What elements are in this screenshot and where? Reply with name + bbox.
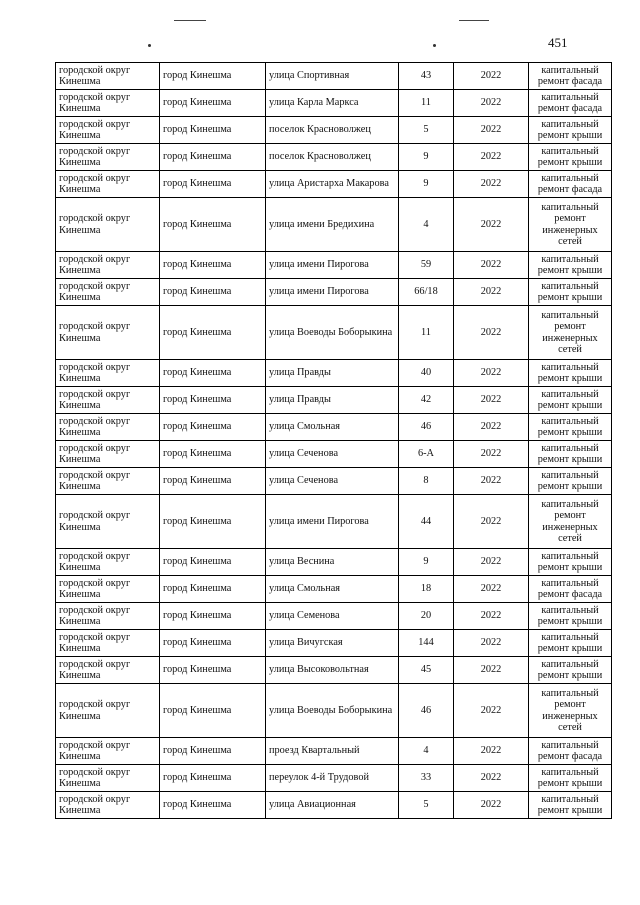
table-row [56,198,612,252]
table-row [56,630,612,657]
cell-house: 9 [399,171,454,198]
cell-work: капитальный ремонт крыши [529,657,612,684]
cell-street: улица Смольная [266,414,399,441]
cell-district: городской округ Кинешма [56,90,160,117]
cell-street: улица имени Пирогова [266,495,399,549]
cell-district: городской округ Кинешма [56,144,160,171]
cell-city: город Кинешма [160,792,266,819]
cell-city: город Кинешма [160,144,266,171]
cell-city: город Кинешма [160,603,266,630]
cell-city: город Кинешма [160,198,266,252]
cell-work: капитальный ремонт крыши [529,792,612,819]
cell-district: городской округ Кинешма [56,765,160,792]
cell-district: городской округ Кинешма [56,441,160,468]
cell-city: город Кинешма [160,441,266,468]
table-row [56,765,612,792]
table-row [56,387,612,414]
cell-house: 59 [399,252,454,279]
table-row [56,279,612,306]
cell-city: город Кинешма [160,279,266,306]
cell-district: городской округ Кинешма [56,306,160,360]
cell-city: город Кинешма [160,495,266,549]
cell-street: улица Высоковольтная [266,657,399,684]
cell-house: 4 [399,198,454,252]
cell-district: городской округ Кинешма [56,468,160,495]
cell-street: улица Спортивная [266,63,399,90]
cell-district: городской округ Кинешма [56,198,160,252]
table-row [56,657,612,684]
table-row [56,360,612,387]
cell-house: 40 [399,360,454,387]
cell-year: 2022 [454,171,529,198]
cell-house: 9 [399,144,454,171]
cell-city: город Кинешма [160,738,266,765]
cell-work: капитальный ремонт крыши [529,468,612,495]
cell-work: капитальный ремонт крыши [529,630,612,657]
cell-year: 2022 [454,441,529,468]
cell-house: 20 [399,603,454,630]
cell-street: улица Смольная [266,576,399,603]
cell-district: городской округ Кинешма [56,279,160,306]
cell-work: капитальный ремонт крыши [529,441,612,468]
cell-district: городской округ Кинешма [56,684,160,738]
cell-district: городской округ Кинешма [56,252,160,279]
cell-year: 2022 [454,279,529,306]
cell-city: город Кинешма [160,657,266,684]
cell-work: капитальный ремонт крыши [529,144,612,171]
cell-work: капитальный ремонт фасада [529,90,612,117]
cell-city: город Кинешма [160,549,266,576]
cell-house: 46 [399,414,454,441]
cell-work: капитальный ремонт инженерных сетей [529,198,612,252]
cell-district: городской округ Кинешма [56,495,160,549]
cell-street: улица Вичугская [266,630,399,657]
cell-year: 2022 [454,684,529,738]
page-number: 451 [548,35,568,50]
cell-district: городской округ Кинешма [56,657,160,684]
cell-work: капитальный ремонт фасада [529,171,612,198]
table-row [56,117,612,144]
cell-district: городской округ Кинешма [56,171,160,198]
cell-year: 2022 [454,765,529,792]
table-row [56,603,612,630]
cell-house: 43 [399,63,454,90]
cell-street: улица имени Пирогова [266,279,399,306]
cell-city: город Кинешма [160,252,266,279]
cell-year: 2022 [454,414,529,441]
cell-work: капитальный ремонт крыши [529,360,612,387]
cell-district: городской округ Кинешма [56,630,160,657]
cell-street: улица Карла Маркса [266,90,399,117]
scan-line-right [459,20,489,21]
cell-district: городской округ Кинешма [56,576,160,603]
cell-year: 2022 [454,495,529,549]
table-row [56,252,612,279]
cell-street: улица Правды [266,387,399,414]
cell-year: 2022 [454,657,529,684]
cell-city: город Кинешма [160,414,266,441]
table-row [56,549,612,576]
table-row [56,468,612,495]
cell-house: 18 [399,576,454,603]
cell-city: город Кинешма [160,468,266,495]
cell-work: капитальный ремонт фасада [529,63,612,90]
cell-street: улица Авиационная [266,792,399,819]
cell-year: 2022 [454,387,529,414]
cell-city: город Кинешма [160,630,266,657]
cell-city: город Кинешма [160,684,266,738]
cell-house: 33 [399,765,454,792]
cell-work: капитальный ремонт инженерных сетей [529,306,612,360]
cell-house: 11 [399,90,454,117]
cell-house: 8 [399,468,454,495]
cell-work: капитальный ремонт фасада [529,576,612,603]
scan-dot [433,44,436,47]
cell-house: 42 [399,387,454,414]
cell-work: капитальный ремонт крыши [529,387,612,414]
cell-year: 2022 [454,198,529,252]
cell-work: капитальный ремонт крыши [529,252,612,279]
cell-house: 44 [399,495,454,549]
cell-work: капитальный ремонт инженерных сетей [529,495,612,549]
cell-street: улица Правды [266,360,399,387]
cell-city: город Кинешма [160,90,266,117]
cell-work: капитальный ремонт крыши [529,603,612,630]
cell-street: поселок Красноволжец [266,144,399,171]
cell-street: улица Сеченова [266,468,399,495]
cell-district: городской округ Кинешма [56,603,160,630]
cell-district: городской округ Кинешма [56,63,160,90]
cell-work: капитальный ремонт крыши [529,279,612,306]
cell-year: 2022 [454,468,529,495]
cell-year: 2022 [454,117,529,144]
cell-year: 2022 [454,144,529,171]
cell-house: 9 [399,549,454,576]
cell-year: 2022 [454,63,529,90]
table-row [56,144,612,171]
table-row [56,441,612,468]
cell-district: городской округ Кинешма [56,738,160,765]
cell-year: 2022 [454,792,529,819]
cell-city: город Кинешма [160,765,266,792]
cell-district: городской округ Кинешма [56,549,160,576]
table-row [56,306,612,360]
cell-street: улица Семенова [266,603,399,630]
cell-work: капитальный ремонт фасада [529,738,612,765]
table-row [56,576,612,603]
cell-street: улица Воеводы Боборыкина [266,684,399,738]
cell-year: 2022 [454,603,529,630]
cell-house: 6-А [399,441,454,468]
cell-year: 2022 [454,630,529,657]
cell-street: улица имени Пирогова [266,252,399,279]
cell-year: 2022 [454,738,529,765]
cell-street: переулок 4-й Трудовой [266,765,399,792]
cell-street: улица Сеченова [266,441,399,468]
cell-street: поселок Красноволжец [266,117,399,144]
cell-house: 11 [399,306,454,360]
cell-year: 2022 [454,549,529,576]
cell-house: 144 [399,630,454,657]
scan-dot [148,44,151,47]
cell-house: 66/18 [399,279,454,306]
cell-house: 4 [399,738,454,765]
cell-city: город Кинешма [160,387,266,414]
cell-work: капитальный ремонт крыши [529,765,612,792]
cell-work: капитальный ремонт крыши [529,549,612,576]
cell-year: 2022 [454,306,529,360]
table-row [56,792,612,819]
cell-district: городской округ Кинешма [56,117,160,144]
table-row [56,63,612,90]
cell-city: город Кинешма [160,576,266,603]
repair-program-table [55,62,612,819]
cell-district: городской округ Кинешма [56,792,160,819]
scan-line-left [174,20,206,21]
cell-work: капитальный ремонт крыши [529,414,612,441]
cell-year: 2022 [454,252,529,279]
cell-street: улица имени Бредихина [266,198,399,252]
cell-city: город Кинешма [160,360,266,387]
cell-district: городской округ Кинешма [56,360,160,387]
cell-house: 45 [399,657,454,684]
cell-year: 2022 [454,360,529,387]
cell-house: 5 [399,792,454,819]
cell-street: улица Аристарха Макарова [266,171,399,198]
cell-house: 46 [399,684,454,738]
cell-city: город Кинешма [160,63,266,90]
cell-street: улица Веснина [266,549,399,576]
table-row [56,171,612,198]
table-row [56,684,612,738]
cell-work: капитальный ремонт крыши [529,117,612,144]
cell-district: городской округ Кинешма [56,414,160,441]
cell-house: 5 [399,117,454,144]
cell-street: проезд Квартальный [266,738,399,765]
table-row [56,414,612,441]
cell-district: городской округ Кинешма [56,387,160,414]
cell-work: капитальный ремонт инженерных сетей [529,684,612,738]
table-row [56,495,612,549]
cell-street: улица Воеводы Боборыкина [266,306,399,360]
cell-year: 2022 [454,90,529,117]
cell-city: город Кинешма [160,117,266,144]
cell-city: город Кинешма [160,171,266,198]
cell-city: город Кинешма [160,306,266,360]
table-row [56,738,612,765]
table-row [56,90,612,117]
cell-year: 2022 [454,576,529,603]
